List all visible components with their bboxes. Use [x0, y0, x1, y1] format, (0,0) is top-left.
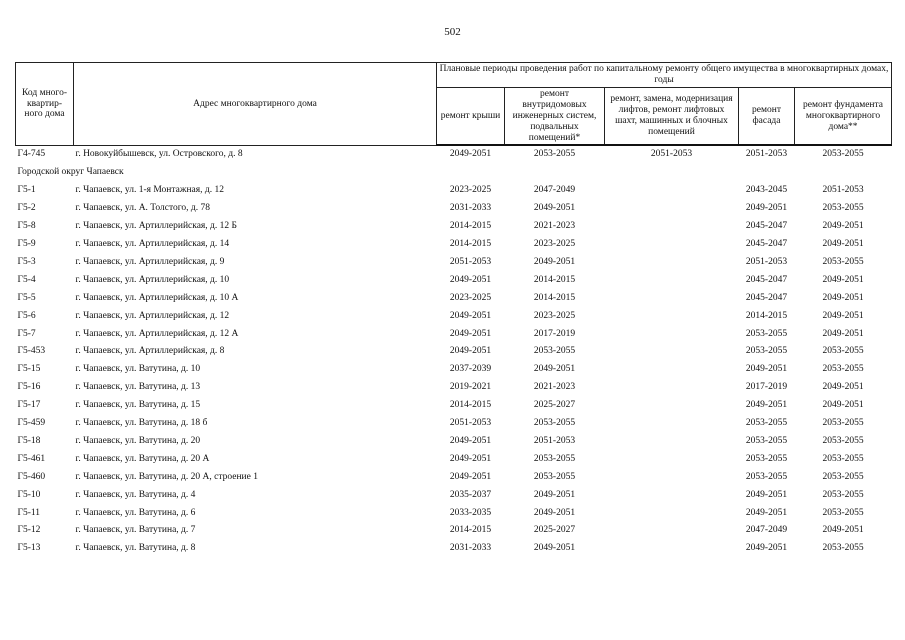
header-systems: ремонт внутридомовых инженерных систем, подвальных помещений* — [505, 87, 605, 145]
cell-code: Г5-12 — [17, 525, 41, 536]
cell-roof: 2049-2051 — [449, 346, 492, 357]
cell-code: Г5-5 — [17, 292, 36, 303]
cell-foundation: 2053-2055 — [822, 346, 864, 357]
cell-address: г. Чапаевск, ул. Артиллерийская, д. 12 А — [75, 328, 239, 339]
table-header — [16, 63, 892, 146]
cell-code: Г5-453 — [17, 346, 46, 357]
cell-elevators — [605, 397, 739, 415]
cell-roof: 2049-2051 — [449, 328, 492, 339]
cell-address: г. Новокуйбышевск, ул. Островского, д. 8 — [75, 149, 243, 160]
cell-facade: 2014-2015 — [745, 310, 788, 321]
header-periods: Плановые периоды проведения работ по капитальному ремонту общего имущества в многоквартирных домах, годы — [437, 63, 892, 88]
cell-systems: 2049-2051 — [533, 364, 576, 375]
cell-address: г. Чапаевск, ул. Ватутина, д. 6 — [75, 507, 196, 518]
header-foundation: ремонт фундамента многоквартирного дома** — [795, 87, 892, 145]
table-row — [16, 326, 892, 344]
cell-facade: 2049-2051 — [745, 400, 788, 411]
cell-systems: 2023-2025 — [533, 238, 576, 249]
cell-elevators — [605, 272, 739, 290]
cell-address: г. Чапаевск, ул. Ватутина, д. 20 А — [75, 453, 210, 464]
cell-foundation: 2053-2055 — [822, 435, 864, 446]
cell-elevators: 2051-2053 — [650, 149, 693, 160]
cell-systems: 2014-2015 — [533, 292, 576, 303]
cell-elevators — [605, 379, 739, 397]
cell-address: г. Чапаевск, ул. Ватутина, д. 20 — [75, 435, 201, 446]
cell-elevators — [605, 182, 739, 200]
cell-roof: 2049-2051 — [449, 471, 492, 482]
cell-foundation: 2049-2051 — [822, 525, 864, 536]
cell-elevators — [605, 254, 739, 272]
cell-elevators — [605, 361, 739, 379]
cell-code: Г5-15 — [17, 364, 41, 375]
cell-systems: 2049-2051 — [533, 489, 576, 500]
table-row — [16, 343, 892, 361]
table-row — [16, 522, 892, 540]
cell-foundation: 2049-2051 — [822, 400, 864, 411]
cell-systems: 2017-2019 — [533, 328, 576, 339]
cell-systems: 2023-2025 — [533, 310, 576, 321]
cell-facade: 2051-2053 — [745, 149, 788, 160]
cell-elevators — [605, 469, 739, 487]
cell-address: г. Чапаевск, ул. Ватутина, д. 7 — [75, 525, 196, 536]
cell-elevators — [605, 487, 739, 505]
cell-roof: 2051-2053 — [449, 256, 492, 267]
cell-systems: 2049-2051 — [533, 256, 576, 267]
cell-address: г. Чапаевск, ул. Артиллерийская, д. 8 — [75, 346, 225, 357]
repair-schedule-table — [15, 62, 892, 558]
table-row — [16, 415, 892, 433]
cell-elevators — [605, 522, 739, 540]
cell-address: г. Чапаевск, ул. Ватутина, д. 18 б — [75, 418, 208, 429]
cell-address: г. Чапаевск, ул. Артиллерийская, д. 10 — [75, 274, 230, 285]
cell-roof: 2014-2015 — [449, 221, 492, 232]
cell-elevators — [605, 236, 739, 254]
cell-elevators — [605, 218, 739, 236]
cell-roof: 2035-2037 — [449, 489, 492, 500]
cell-address: г. Чапаевск, ул. Артиллерийская, д. 10 А — [75, 292, 239, 303]
table-row — [16, 236, 892, 254]
cell-facade: 2053-2055 — [745, 328, 788, 339]
cell-elevators — [605, 415, 739, 433]
cell-foundation: 2053-2055 — [822, 543, 864, 554]
cell-code: Г5-11 — [17, 507, 41, 518]
table-row — [16, 254, 892, 272]
cell-roof: 2049-2051 — [449, 435, 492, 446]
cell-facade: 2053-2055 — [745, 471, 788, 482]
cell-facade: 2053-2055 — [745, 418, 788, 429]
cell-foundation: 2049-2051 — [822, 238, 864, 249]
cell-roof: 2019-2021 — [449, 382, 492, 393]
cell-facade: 2049-2051 — [745, 203, 788, 214]
cell-code: Г5-8 — [17, 221, 36, 232]
table-row — [16, 379, 892, 397]
cell-foundation: 2051-2053 — [822, 185, 864, 196]
table-row — [16, 182, 892, 200]
cell-roof: 2049-2051 — [449, 310, 492, 321]
cell-systems: 2049-2051 — [533, 543, 576, 554]
cell-systems: 2021-2023 — [533, 221, 576, 232]
cell-facade: 2049-2051 — [745, 364, 788, 375]
cell-roof: 2031-2033 — [449, 203, 492, 214]
cell-systems: 2053-2055 — [533, 453, 576, 464]
cell-facade: 2049-2051 — [745, 507, 788, 518]
cell-systems: 2025-2027 — [533, 400, 576, 411]
cell-roof: 2033-2035 — [449, 507, 492, 518]
cell-systems: 2053-2055 — [533, 346, 576, 357]
cell-foundation: 2053-2055 — [822, 418, 864, 429]
header-roof: ремонт крыши — [437, 87, 505, 145]
table-row — [16, 145, 892, 164]
cell-systems: 2053-2055 — [533, 149, 576, 160]
header-row-top — [16, 63, 892, 88]
cell-facade: 2049-2051 — [745, 543, 788, 554]
cell-facade: 2043-2045 — [745, 185, 788, 196]
cell-address: г. Чапаевск, ул. Артиллерийская, д. 9 — [75, 256, 225, 267]
cell-code: Г5-7 — [17, 328, 36, 339]
header-code: Код много-квартир-ного дома — [16, 63, 74, 146]
table-row — [16, 469, 892, 487]
header-elevators: ремонт, замена, модернизация лифтов, ремонт лифтовых шахт, машинных и блочных помещений — [605, 87, 739, 145]
table-row — [16, 397, 892, 415]
cell-foundation: 2053-2055 — [822, 507, 864, 518]
cell-code: Г5-3 — [17, 256, 36, 267]
table-row — [16, 218, 892, 236]
cell-systems: 2047-2049 — [533, 185, 576, 196]
cell-facade: 2045-2047 — [745, 274, 788, 285]
cell-code: Г5-4 — [17, 274, 36, 285]
cell-code: Г5-459 — [17, 418, 46, 429]
cell-address: г. Чапаевск, ул. Ватутина, д. 10 — [75, 364, 201, 375]
cell-foundation: 2053-2055 — [822, 364, 864, 375]
cell-roof: 2023-2025 — [449, 185, 492, 196]
cell-elevators — [605, 451, 739, 469]
cell-code: Г5-17 — [17, 400, 41, 411]
cell-code: Г5-13 — [17, 543, 41, 554]
table-row — [16, 451, 892, 469]
cell-elevators — [605, 200, 739, 218]
cell-address: г. Чапаевск, ул. А. Толстого, д. 78 — [75, 203, 210, 214]
cell-foundation: 2053-2055 — [822, 471, 864, 482]
cell-address: г. Чапаевск, ул. Ватутина, д. 20 А, строение 1 — [75, 471, 258, 482]
cell-systems: 2053-2055 — [533, 418, 576, 429]
cell-elevators — [605, 308, 739, 326]
cell-code: Г5-461 — [17, 453, 46, 464]
cell-roof: 2014-2015 — [449, 238, 492, 249]
cell-foundation: 2049-2051 — [822, 274, 864, 285]
cell-roof: 2051-2053 — [449, 418, 492, 429]
section-title: Городской округ Чапаевск — [17, 167, 124, 178]
cell-address: г. Чапаевск, ул. 1-я Монтажная, д. 12 — [75, 185, 224, 196]
cell-roof: 2049-2051 — [449, 453, 492, 464]
table-row — [16, 487, 892, 505]
cell-foundation: 2053-2055 — [822, 453, 864, 464]
table-row — [16, 433, 892, 451]
cell-facade: 2053-2055 — [745, 346, 788, 357]
cell-systems: 2051-2053 — [533, 435, 576, 446]
cell-facade: 2045-2047 — [745, 221, 788, 232]
cell-systems: 2025-2027 — [533, 525, 576, 536]
cell-facade: 2049-2051 — [745, 489, 788, 500]
table-row — [16, 272, 892, 290]
cell-elevators — [605, 290, 739, 308]
cell-address: г. Чапаевск, ул. Артиллерийская, д. 12 Б — [75, 221, 237, 232]
cell-foundation: 2053-2055 — [822, 149, 864, 160]
cell-roof: 2037-2039 — [449, 364, 492, 375]
cell-foundation: 2049-2051 — [822, 310, 864, 321]
cell-elevators — [605, 540, 739, 558]
table-row — [16, 200, 892, 218]
cell-facade: 2017-2019 — [745, 382, 788, 393]
table-row — [16, 540, 892, 558]
table-row — [16, 290, 892, 308]
cell-address: г. Чапаевск, ул. Артиллерийская, д. 14 — [75, 238, 230, 249]
cell-foundation: 2049-2051 — [822, 382, 864, 393]
header-address: Адрес многоквартирного дома — [74, 63, 437, 146]
cell-foundation: 2049-2051 — [822, 221, 864, 232]
cell-systems: 2021-2023 — [533, 382, 576, 393]
cell-code: Г5-10 — [17, 489, 41, 500]
cell-roof: 2031-2033 — [449, 543, 492, 554]
table-row — [16, 505, 892, 523]
cell-code: Г5-18 — [17, 435, 41, 446]
cell-facade: 2045-2047 — [745, 292, 788, 303]
cell-address: г. Чапаевск, ул. Ватутина, д. 15 — [75, 400, 201, 411]
cell-foundation: 2053-2055 — [822, 256, 864, 267]
cell-foundation: 2053-2055 — [822, 489, 864, 500]
cell-code: Г5-2 — [17, 203, 36, 214]
cell-roof: 2049-2051 — [449, 274, 492, 285]
cell-roof: 2014-2015 — [449, 525, 492, 536]
cell-systems: 2053-2055 — [533, 471, 576, 482]
table-body — [16, 145, 892, 558]
cell-facade: 2053-2055 — [745, 435, 788, 446]
table-row — [16, 308, 892, 326]
cell-facade: 2047-2049 — [745, 525, 788, 536]
section-row — [16, 164, 892, 182]
table-row — [16, 361, 892, 379]
cell-facade: 2053-2055 — [745, 453, 788, 464]
cell-facade: 2045-2047 — [745, 238, 788, 249]
cell-foundation: 2049-2051 — [822, 328, 864, 339]
page-number: 502 — [444, 26, 461, 38]
cell-roof: 2049-2051 — [449, 149, 492, 160]
cell-foundation: 2049-2051 — [822, 292, 864, 303]
cell-foundation: 2053-2055 — [822, 203, 864, 214]
cell-elevators — [605, 326, 739, 344]
cell-code: Г5-1 — [17, 185, 36, 196]
cell-code: Г5-16 — [17, 382, 41, 393]
cell-systems: 2014-2015 — [533, 274, 576, 285]
cell-address: г. Чапаевск, ул. Ватутина, д. 8 — [75, 543, 196, 554]
cell-roof: 2023-2025 — [449, 292, 492, 303]
cell-code: Г5-9 — [17, 238, 36, 249]
cell-code: Г4-745 — [17, 149, 46, 160]
header-facade: ремонт фасада — [739, 87, 795, 145]
cell-elevators — [605, 343, 739, 361]
cell-elevators — [605, 433, 739, 451]
cell-address: г. Чапаевск, ул. Ватутина, д. 13 — [75, 382, 201, 393]
cell-address: г. Чапаевск, ул. Ватутина, д. 4 — [75, 489, 196, 500]
cell-code: Г5-6 — [17, 310, 36, 321]
cell-code: Г5-460 — [17, 471, 46, 482]
cell-systems: 2049-2051 — [533, 203, 576, 214]
cell-address: г. Чапаевск, ул. Артиллерийская, д. 12 — [75, 310, 230, 321]
cell-systems: 2049-2051 — [533, 507, 576, 518]
cell-elevators — [605, 505, 739, 523]
cell-facade: 2051-2053 — [745, 256, 788, 267]
cell-roof: 2014-2015 — [449, 400, 492, 411]
